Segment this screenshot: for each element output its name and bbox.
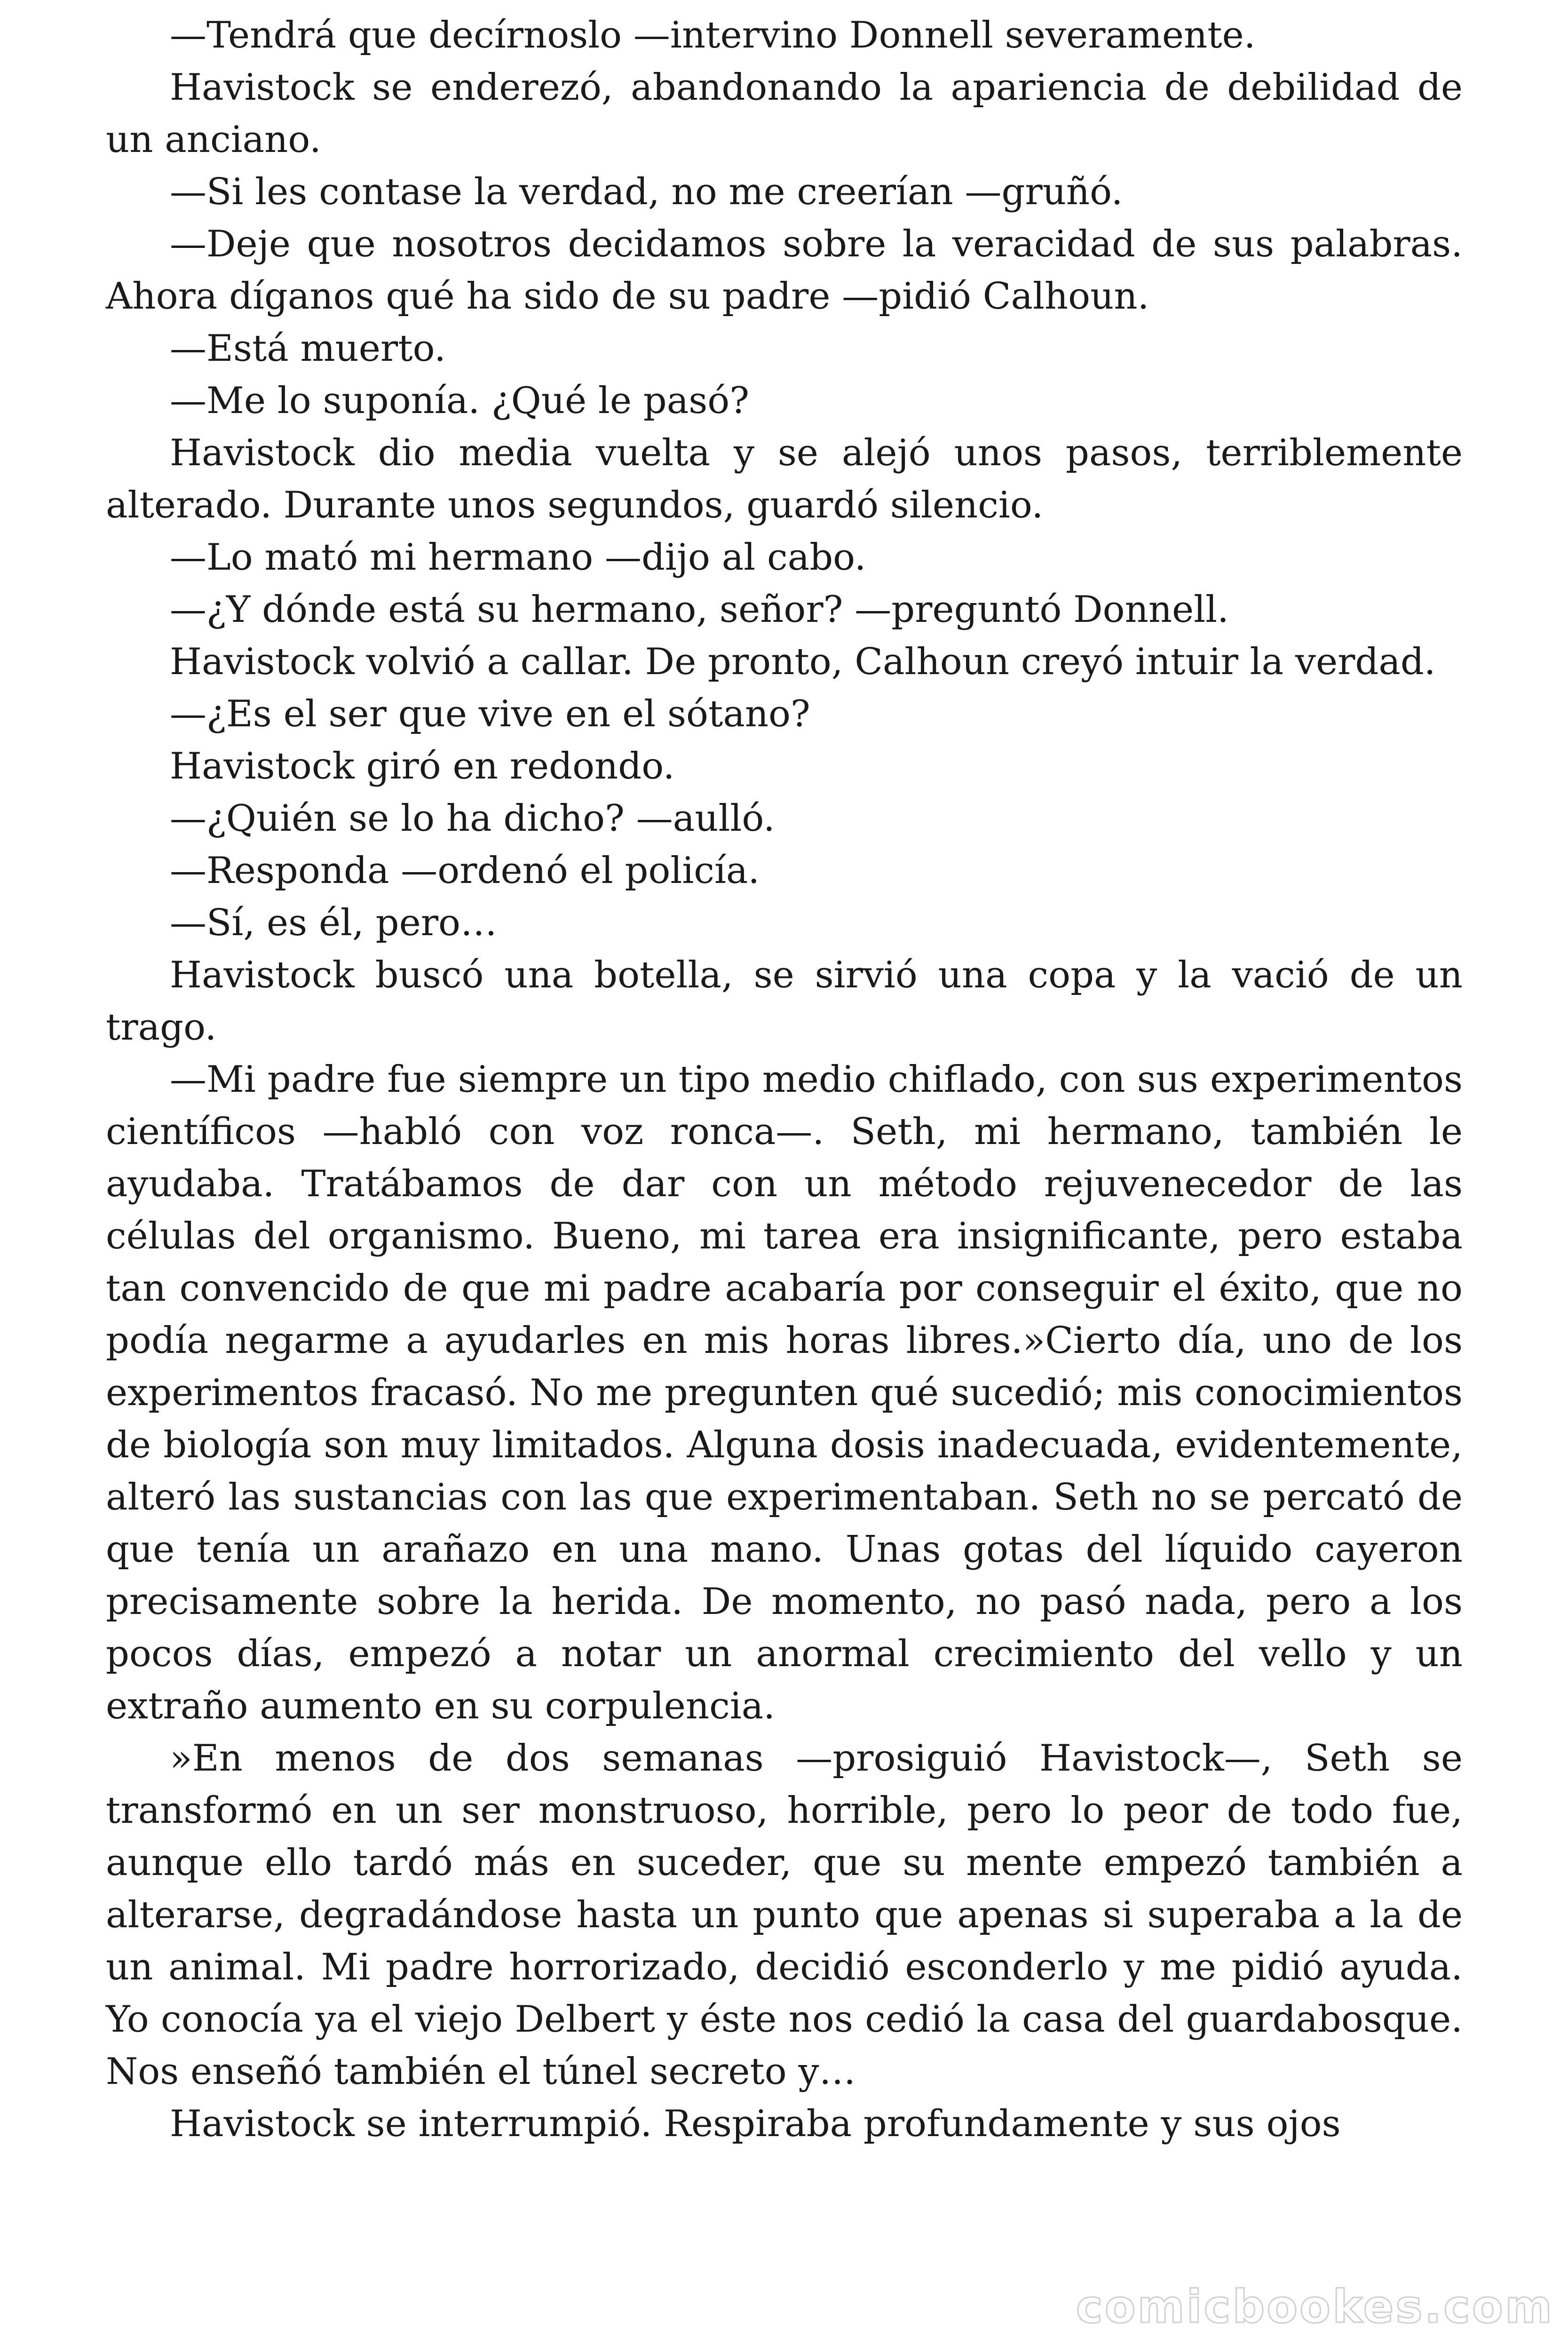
paragraph: —Está muerto. (170, 327, 446, 370)
paragraph: Havistock volvió a callar. De pronto, Calhoun creyó intuir la verdad. (170, 641, 1436, 683)
paragraph: Havistock giró en redondo. (170, 745, 675, 787)
paragraph: —¿Es el ser que vive en el sótano? (170, 693, 810, 735)
paragraph: »En menos de dos semanas —prosiguió Havistock—, Seth se transformó en un ser monstruoso, horrible, pero lo peor de todo fue, aunque ello tardó más en suceder, que su mente empezó también a alterarse, degradándose hasta un punto que apenas si superaba a la de un animal. Mi padre horrorizado, decidió esconderlo y me pidió ayuda. Yo conocía ya el viejo Delbert y éste nos cedió la casa del guardabosque. Nos enseñó también el túnel secreto y… (106, 1737, 1463, 2093)
paragraph: —Deje que nosotros decidamos sobre la veracidad de sus palabras. Ahora díganos qué ha sido de su padre —pidió Calhoun. (106, 223, 1463, 318)
paragraph: —Responda —ordenó el policía. (170, 850, 760, 892)
paragraph: —Tendrá que decírnoslo —intervino Donnell severamente. (170, 14, 1256, 56)
paragraph: Havistock se interrumpió. Respiraba profundamente y sus ojos (170, 2103, 1341, 2145)
paragraph: —¿Quién se lo ha dicho? —aulló. (170, 797, 775, 840)
paragraph: —Mi padre fue siempre un tipo medio chiflado, con sus experimentos científicos —habló con voz ronca—. Seth, mi hermano, también le ayudaba. Tratábamos de dar con un método rejuvenecedor de las células del organismo. Bueno, mi tarea era insignificante, pero estaba tan convencido de que mi padre acabaría por conseguir el éxito, que no podía negarme a ayudarles en mis horas libres.»Cierto día, uno de los experimentos fracasó. No me pregunten qué sucedió; mis conocimientos de biología son muy limitados. Alguna dosis inadecuada, evidentemente, alteró las sustancias con las que experimentaban. Seth no se percató de que tenía un arañazo en una mano. Unas gotas del líquido cayeron precisamente sobre la herida. De momento, no pasó nada, pero a los pocos días, empezó a notar un anormal crecimiento del vello y un extraño aumento en su corpulencia. (106, 1058, 1463, 1727)
paragraph: —Me lo suponía. ¿Qué le pasó? (170, 380, 750, 422)
paragraph: Havistock dio media vuelta y se alejó unos pasos, terriblemente alterado. Durante unos segundos, guardó silencio. (106, 432, 1463, 526)
paragraph: —Sí, es él, pero… (170, 902, 497, 944)
paragraph: Havistock buscó una botella, se sirvió una copa y la vació de un trago. (106, 954, 1463, 1049)
paragraph: —¿Y dónde está su hermano, señor? —preguntó Donnell. (170, 588, 1229, 631)
book-page-text (106, 9, 1463, 2150)
paragraph: —Lo mató mi hermano —dijo al cabo. (170, 536, 866, 579)
paragraph: Havistock se enderezó, abandonando la apariencia de debilidad de un anciano. (106, 66, 1463, 161)
watermark: comicbookes.com (1076, 2280, 1554, 2333)
paragraph: —Si les contase la verdad, no me creerían —gruñó. (170, 171, 1123, 213)
